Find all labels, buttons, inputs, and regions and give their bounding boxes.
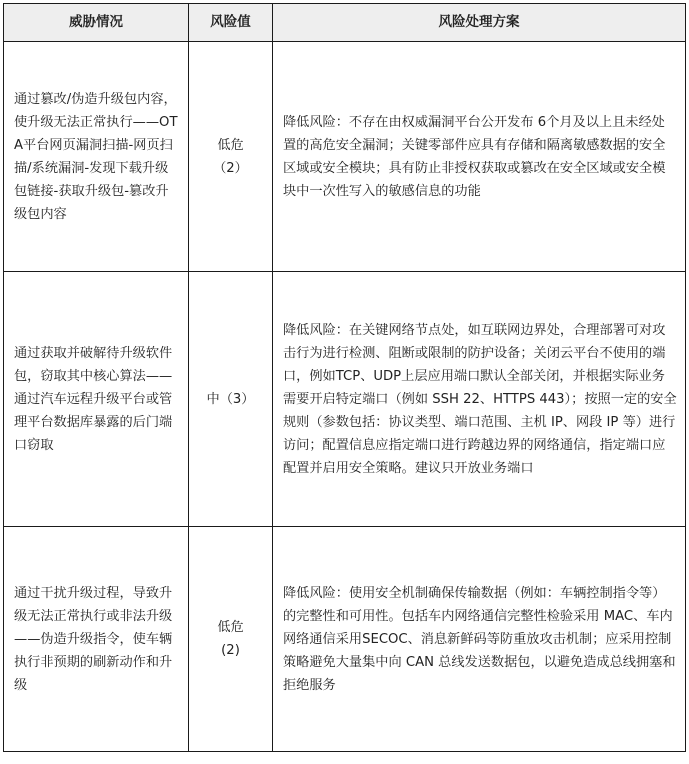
risk-score: （2） xyxy=(213,160,248,176)
table-row xyxy=(4,527,686,752)
header-plan: 风险处理方案 xyxy=(273,4,686,42)
header-risk-value: 风险值 xyxy=(189,4,273,42)
risk-score: (2) xyxy=(221,643,240,658)
risk-cell xyxy=(189,42,273,272)
table-row xyxy=(4,42,686,272)
plan-cell: 降低风险：不存在由权威漏洞平台公开发布 6个月及以上且未经处置的高危安全漏洞；关键零部件应具有存储和隔离敏感数据的安全区域或安全模块；具有防止非授权获取或篡改在安全区域或安全模块中一次性写入的敏感信息的功能 xyxy=(273,42,686,272)
risk-cell xyxy=(189,272,273,527)
risk-cell xyxy=(189,527,273,752)
threat-cell: 通过获取并破解待升级软件包，窃取其中核心算法——通过汽车远程升级平台或管理平台数据库暴露的后门端口窃取 xyxy=(4,272,189,527)
plan-cell: 降低风险：使用安全机制确保传输数据（例如：车辆控制指令等）的完整性和可用性。包括车内网络通信完整性检验采用 MAC、车内网络通信采用SECOC、消息新鲜码等防重放攻击机制；应采用控制策略避免大量集中向 CAN 总线发送数据包，以避免造成总线拥塞和拒绝服务 xyxy=(273,527,686,752)
table-row xyxy=(4,272,686,527)
threat-cell: 通过篡改/伪造升级包内容，使升级无法正常执行——OTA平台网页漏洞扫描-网页扫描/系统漏洞-发现下载升级包链接-获取升级包-篡改升级包内容 xyxy=(4,42,189,272)
threat-cell: 通过干扰升级过程，导致升级无法正常执行或非法升级——伪造升级指令，使车辆执行非预期的刷新动作和升级 xyxy=(4,527,189,752)
risk-level: 中（3） xyxy=(206,391,255,407)
risk-level: 低危 xyxy=(217,137,244,153)
table-header-row xyxy=(4,4,686,42)
plan-cell: 降低风险：在关键网络节点处，如互联网边界处，合理部署可对攻击行为进行检测、阻断或限制的防护设备；关闭云平台不使用的端口，例如TCP、UDP上层应用端口默认全部关闭，并根据实际业务需要开启特定端口（例如 SSH 22、HTTPS 443）；按照一定的安全规则（参数包括：协议类型、端口范围、主机 IP、网段 IP 等）进行访问；配置信息应指定端口进行跨越边界的网络通信，指定端口应配置并启用安全策略。建议只开放业务端口 xyxy=(273,272,686,527)
risk-table xyxy=(3,3,686,752)
header-threat: 威胁情况 xyxy=(4,4,189,42)
risk-level: 低危 xyxy=(217,620,244,635)
